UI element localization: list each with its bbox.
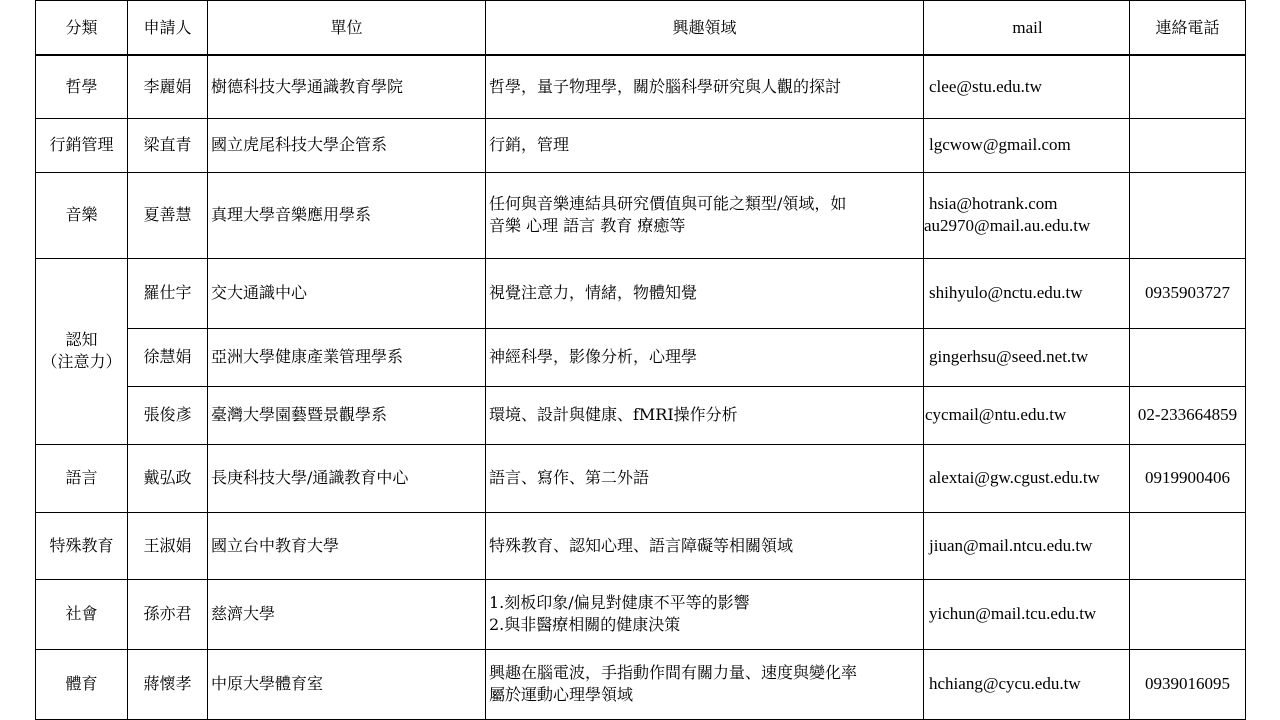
interest-cell: 語言、寫作、第二外語 [486,444,924,512]
interest-cell: 特殊教育、認知心理、語言障礙等相關領域 [486,512,924,579]
mail-cell: shihyulo@nctu.edu.tw [924,258,1130,328]
mail-line: hsia@hotrank.com [929,194,1058,213]
unit-cell: 慈濟大學 [208,579,486,649]
header-unit: 單位 [208,1,486,56]
interest-line: 興趣在腦電波，手指動作間有關力量、速度與變化率 [489,663,858,682]
contact-table [35,0,1246,720]
phone-cell [1130,172,1246,258]
mail-cell [924,172,1130,258]
interest-cell [486,172,924,258]
category-cell: 體育 [36,649,128,719]
interest-cell [486,579,924,649]
unit-cell: 亞洲大學健康產業管理學系 [208,328,486,386]
mail-cell: yichun@mail.tcu.edu.tw [924,579,1130,649]
applicant-cell: 李麗娟 [128,55,208,118]
category-cell: 音樂 [36,172,128,258]
header-applicant: 申請人 [128,1,208,56]
table-row [36,118,1246,172]
category-cell [36,258,128,444]
applicant-cell: 徐慧娟 [128,328,208,386]
interest-line: 2.與非醫療相關的健康決策 [489,615,681,634]
phone-cell: 02-233664859 [1130,386,1246,444]
mail-cell: clee@stu.edu.tw [924,55,1130,118]
category-cell: 行銷管理 [36,118,128,172]
header-interest: 興趣領域 [486,1,924,56]
category-line: （注意力） [41,352,122,371]
table-row [36,172,1246,258]
phone-cell: 0935903727 [1130,258,1246,328]
mail-cell: lgcwow@gmail.com [924,118,1130,172]
applicant-cell: 蔣懷孝 [128,649,208,719]
unit-cell: 國立台中教育大學 [208,512,486,579]
mail-cell: cycmail@ntu.edu.tw [924,386,1130,444]
applicant-cell: 夏善慧 [128,172,208,258]
category-cell: 哲學 [36,55,128,118]
phone-cell: 0919900406 [1130,444,1246,512]
unit-cell: 國立虎尾科技大學企管系 [208,118,486,172]
interest-line: 屬於運動心理學領域 [489,685,634,704]
mail-cell: gingerhsu@seed.net.tw [924,328,1130,386]
table-row [36,444,1246,512]
category-cell: 社會 [36,579,128,649]
header-row [36,1,1246,56]
unit-cell: 真理大學音樂應用學系 [208,172,486,258]
phone-cell: 0939016095 [1130,649,1246,719]
interest-line: 音樂 心理 語言 教育 療癒等 [489,216,686,235]
applicant-cell: 張俊彥 [128,386,208,444]
applicant-cell: 王淑娟 [128,512,208,579]
unit-cell: 長庚科技大學/通識教育中心 [208,444,486,512]
interest-line: 1.刻板印象/偏見對健康不平等的影響 [489,593,750,612]
phone-cell [1130,55,1246,118]
interest-cell [486,649,924,719]
table-row [36,649,1246,719]
category-cell: 特殊教育 [36,512,128,579]
phone-cell [1130,579,1246,649]
unit-cell: 中原大學體育室 [208,649,486,719]
interest-cell: 視覺注意力，情緒，物體知覺 [486,258,924,328]
unit-cell: 交大通識中心 [208,258,486,328]
unit-cell: 樹德科技大學通識教育學院 [208,55,486,118]
mail-cell: hchiang@cycu.edu.tw [924,649,1130,719]
table-row [36,386,1246,444]
interest-line: 任何與音樂連結具研究價值與可能之類型/領域，如 [489,194,847,213]
interest-cell: 哲學，量子物理學，關於腦科學研究與人觀的探討 [486,55,924,118]
category-cell: 語言 [36,444,128,512]
category-line: 認知 [65,330,98,349]
interest-cell: 環境、設計與健康、fMRI操作分析 [486,386,924,444]
interest-cell: 行銷，管理 [486,118,924,172]
table-row [36,328,1246,386]
phone-cell [1130,118,1246,172]
applicant-cell: 戴弘政 [128,444,208,512]
interest-cell: 神經科學，影像分析，心理學 [486,328,924,386]
table-row [36,512,1246,579]
table-row [36,55,1246,118]
phone-cell [1130,512,1246,579]
table-row [36,579,1246,649]
header-phone: 連絡電話 [1130,1,1246,56]
mail-line: au2970@mail.au.edu.tw [924,216,1091,235]
table-row [36,258,1246,328]
applicant-cell: 羅仕宇 [128,258,208,328]
phone-cell [1130,328,1246,386]
applicant-cell: 梁直青 [128,118,208,172]
header-category: 分類 [36,1,128,56]
mail-cell: alextai@gw.cgust.edu.tw [924,444,1130,512]
applicant-cell: 孫亦君 [128,579,208,649]
header-mail: mail [924,1,1130,56]
mail-cell: jiuan@mail.ntcu.edu.tw [924,512,1130,579]
unit-cell: 臺灣大學園藝暨景觀學系 [208,386,486,444]
